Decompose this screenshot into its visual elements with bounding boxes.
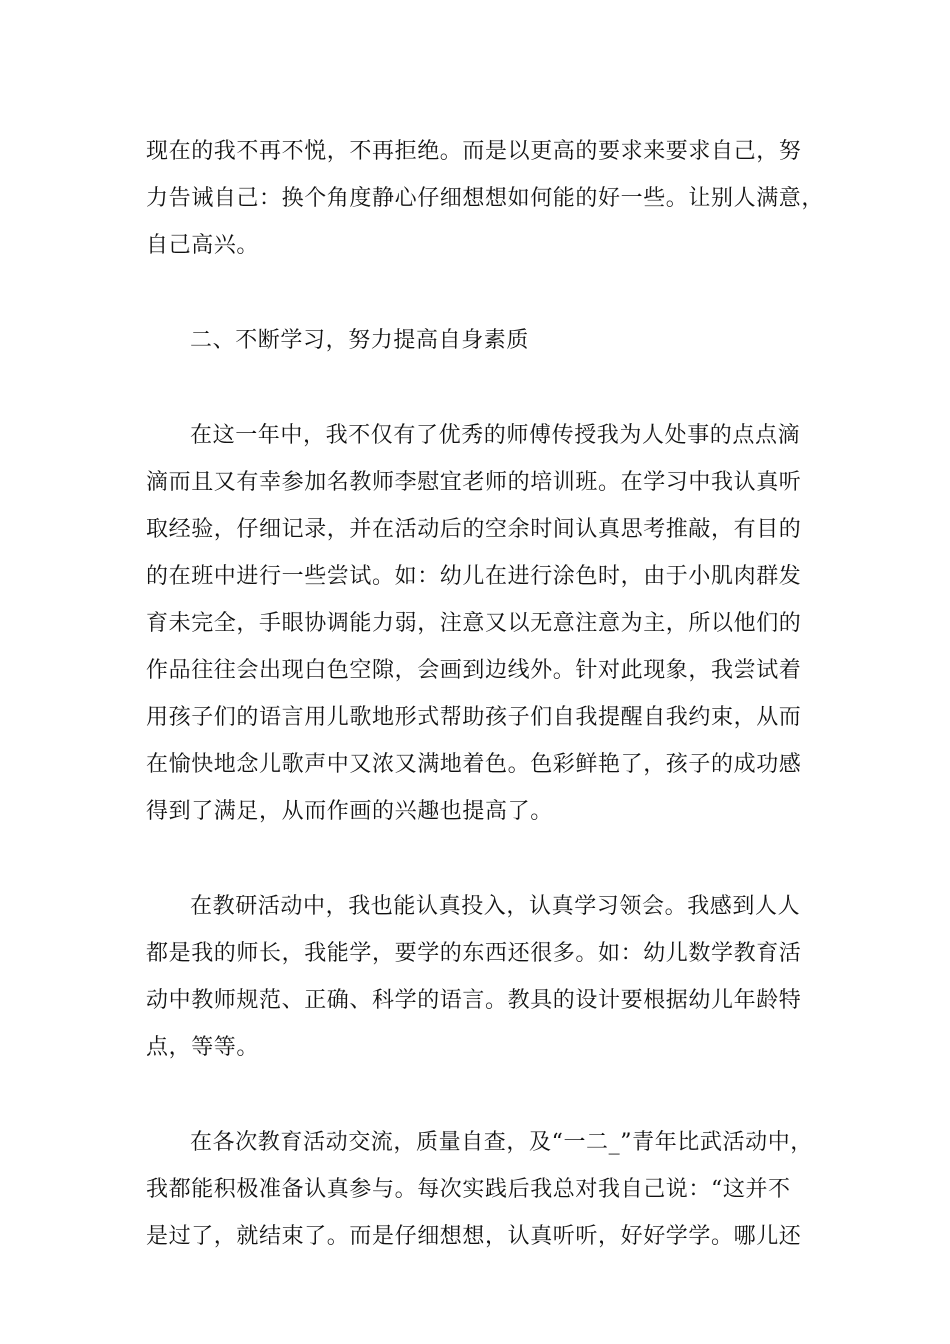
text-line: 育未完全，手眼协调能力弱，注意又以无意注意为主，所以他们的 — [146, 611, 802, 636]
paragraph-3 — [146, 412, 806, 835]
text-line: 用孩子们的语言用儿歌地形式帮助孩子们自我提醒自我约束，从而 — [146, 705, 802, 730]
text-line: 自己高兴。 — [146, 233, 260, 258]
paragraph-gap — [146, 835, 806, 883]
paragraph-gap — [146, 364, 806, 412]
heading-line: 二、不断学习，努力提高自身素质 — [190, 328, 530, 353]
text-line: 是过了，就结束了。而是仔细想想，认真听听，好好学学。哪儿还 — [146, 1224, 802, 1249]
text-line: 滴而且又有幸参加名教师李慰宜老师的培训班。在学习中我认真听 — [146, 470, 802, 495]
text-line: 得到了满足，从而作画的兴趣也提高了。 — [146, 799, 553, 824]
text-line: 在各次教育活动交流，质量自查，及“一二_”青年比武活动中， — [190, 1130, 813, 1155]
paragraph-gap — [146, 1071, 806, 1119]
text-line: 在愉快地念儿歌声中又浓又满地着色。色彩鲜艳了，孩子的成功感 — [146, 752, 802, 777]
text-line: 我都能积极准备认真参与。每次实践后我总对我自己说：“这并不 — [146, 1177, 791, 1202]
text-line: 力告诫自己：换个角度静心仔细想想如何能的好一些。让别人满意， — [146, 186, 825, 211]
paragraph-4 — [146, 883, 806, 1071]
text-line: 动中教师规范、正确、科学的语言。教具的设计要根据幼儿年龄特 — [146, 988, 802, 1013]
text-line: 的在班中进行一些尝试。如：幼儿在进行涂色时，由于小肌肉群发 — [146, 564, 802, 589]
section-heading — [146, 317, 806, 364]
document-body — [146, 128, 825, 1260]
text-line: 现在的我不再不悦，不再拒绝。而是以更高的要求来要求自己，努 — [146, 139, 802, 164]
text-line: 点，等等。 — [146, 1035, 260, 1060]
paragraph-gap — [146, 269, 806, 317]
text-line: 取经验，仔细记录，并在活动后的空余时间认真思考推敲，有目的 — [146, 517, 802, 542]
text-line: 在这一年中，我不仅有了优秀的师傅传授我为人处事的点点滴 — [190, 423, 801, 448]
paragraph-5 — [146, 1119, 813, 1260]
text-line: 都是我的师长，我能学，要学的东西还很多。如：幼儿数学教育活 — [146, 941, 802, 966]
paragraph-1 — [146, 128, 825, 269]
text-line: 作品往往会出现白色空隙，会画到边线外。针对此现象，我尝试着 — [146, 658, 802, 683]
text-line: 在教研活动中，我也能认真投入，认真学习领会。我感到人人 — [190, 894, 801, 919]
